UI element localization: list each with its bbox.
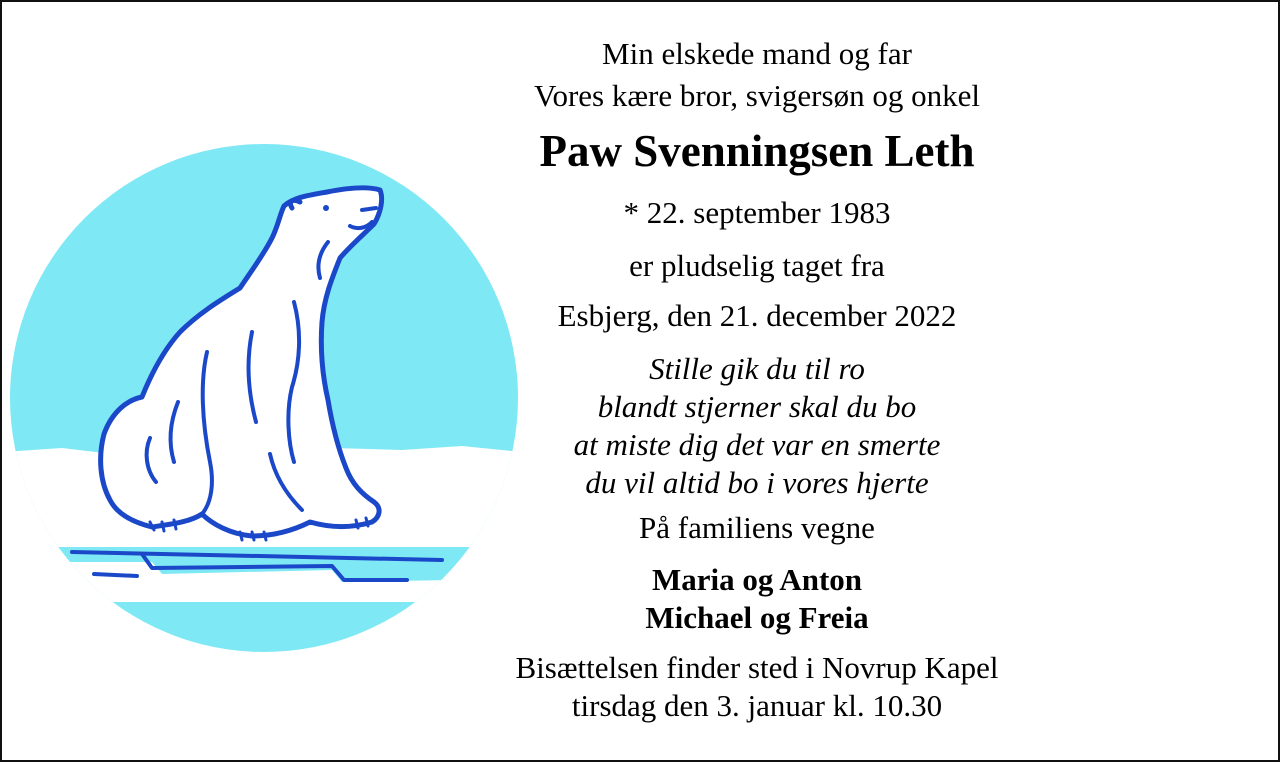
family-intro: På familiens vegne: [639, 510, 875, 545]
passing-line-2: Esbjerg, den 21. december 2022: [557, 298, 957, 333]
family-name-1: Maria og Anton: [651, 562, 863, 597]
funeral-line-2: tirsdag den 3. januar kl. 10.30: [571, 688, 943, 723]
passing-line-1: er pludselig taget fra: [629, 248, 885, 283]
poem-line-1: Stille gik du til ro: [649, 351, 865, 386]
family-name-2: Michael og Freia: [645, 600, 869, 635]
funeral-line-1: Bisættelsen finder sted i Novrup Kapel: [515, 650, 999, 685]
birth-date: * 22. september 1983: [623, 195, 891, 230]
poem-line-2: blandt stjerner skal du bo: [597, 389, 917, 424]
intro-line-2: Vores kære bror, svigersøn og onkel: [534, 78, 980, 113]
deceased-name: Paw Svenningsen Leth: [539, 126, 975, 176]
intro-line-1: Min elskede mand og far: [602, 36, 912, 71]
poem-line-3: at miste dig det var en smerte: [573, 427, 941, 462]
poem-line-4: du vil altid bo i vores hjerte: [585, 465, 929, 500]
